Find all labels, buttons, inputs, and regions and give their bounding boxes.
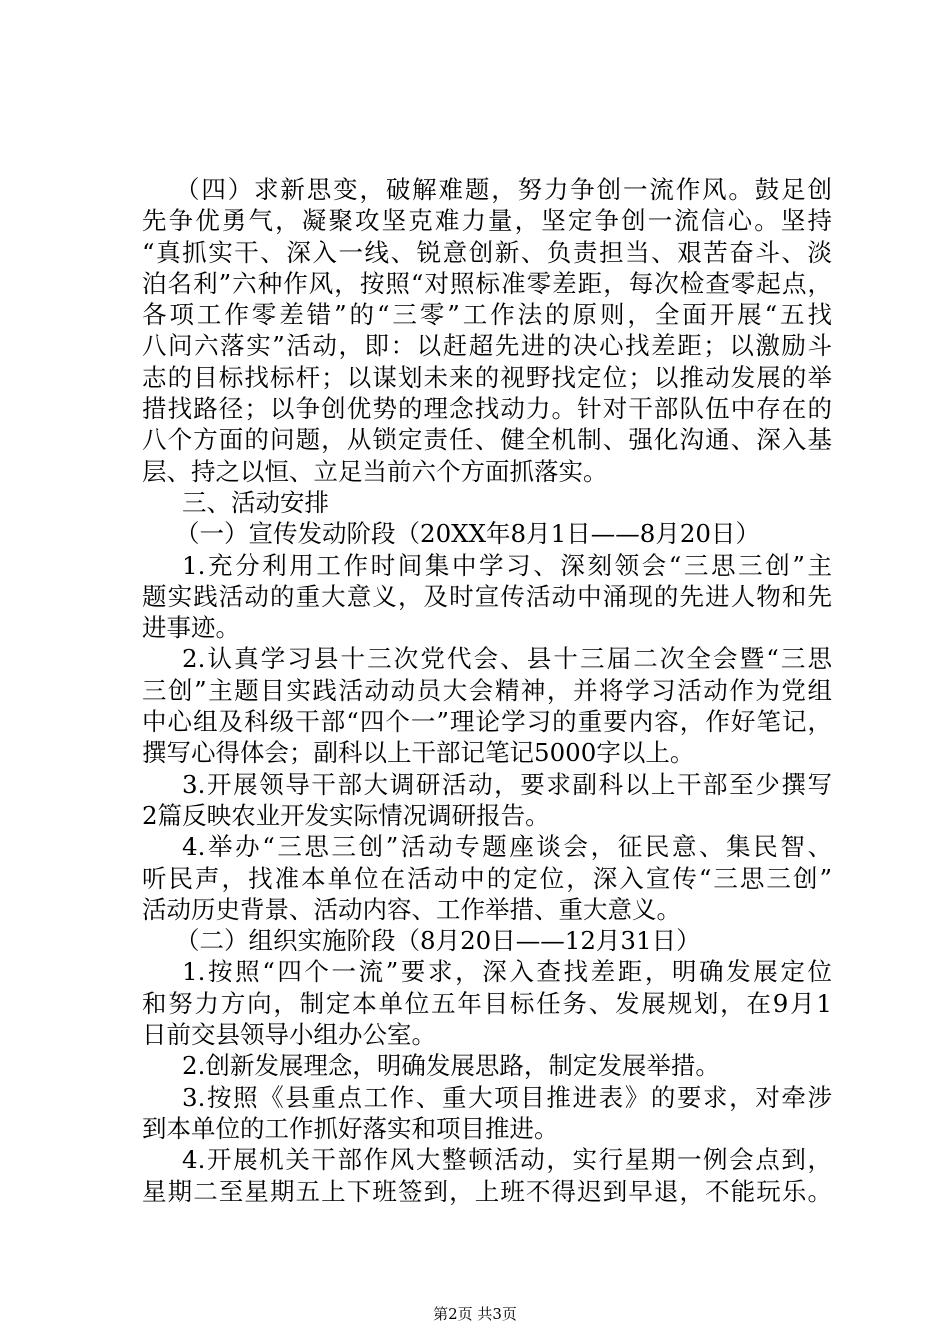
paragraph-line: 志的目标找标杆；以谋划未来的视野找定位；以推动发展的举 [142, 362, 832, 392]
paragraph-line: 各项工作零差错”的“三零”工作法的原则，全面开展“五找 [142, 300, 832, 330]
paragraph-line: 2.创新发展理念，明确发展思路，制定发展举措。 [182, 1051, 720, 1081]
document-body [142, 174, 832, 1207]
subsection-heading: （二）组织实施阶段（8月20日——12月31日） [175, 926, 701, 956]
paragraph-line: 八个方面的问题，从锁定责任、健全机制、强化沟通、深入基 [142, 425, 832, 455]
section-heading: 三、活动安排 [182, 487, 329, 517]
paragraph-line: 先争优勇气，凝聚攻坚克难力量，坚定争创一流信心。坚持 [142, 206, 832, 236]
paragraph-line: 中心组及科级干部“四个一”理论学习的重要内容，作好笔记， [142, 707, 832, 737]
paragraph-line: 到本单位的工作抓好落实和项目推进。 [142, 1113, 559, 1143]
paragraph-line: 三创”主题目实践活动动员大会精神，并将学习活动作为党组 [142, 675, 832, 705]
paragraph-line: 1.充分利用工作时间集中学习、深刻领会“三思三创”主 [182, 550, 832, 580]
paragraph-line: “真抓实干、深入一线、锐意创新、负责担当、艰苦奋斗、淡 [142, 237, 832, 267]
paragraph-line: 八问六落实”活动，即：以赶超先进的决心找差距；以激励斗 [142, 331, 832, 361]
paragraph-line: 和努力方向，制定本单位五年目标任务、发展规划，在9月1 [142, 988, 832, 1018]
paragraph-line: 听民声，找准本单位在活动中的定位，深入宣传“三思三创” [142, 863, 832, 893]
paragraph-line: 泊名利”六种作风，按照“对照标准零差距，每次检查零起点， [142, 268, 832, 298]
paragraph-line: 3.按照《县重点工作、重大项目推进表》的要求，对牵涉 [182, 1082, 832, 1112]
paragraph-line: 题实践活动的重大意义，及时宣传活动中涌现的先进人物和先 [142, 581, 832, 611]
subsection-heading: （一）宣传发动阶段（20XX年8月1日——8月20日） [175, 519, 760, 549]
page-number-footer: 第2页 共3页 [433, 1305, 517, 1323]
paragraph-line: 措找路径；以争创优势的理念找动力。针对干部队伍中存在的 [142, 394, 832, 424]
paragraph-line: 2.认真学习县十三次党代会、县十三届二次全会暨“三思 [182, 644, 832, 674]
paragraph-line: 4.开展机关干部作风大整顿活动，实行星期一例会点到， [182, 1145, 832, 1175]
paragraph-line: 日前交县领导小组办公室。 [142, 1020, 436, 1050]
paragraph-line: 层、持之以恒、立足当前六个方面抓落实。 [142, 456, 608, 486]
paragraph-line: 4.举办“三思三创”活动专题座谈会，征民意、集民智、 [182, 832, 832, 862]
paragraph-line: 2篇反映农业开发实际情况调研报告。 [142, 800, 550, 830]
paragraph-line: 3.开展领导干部大调研活动，要求副科以上干部至少撰写 [182, 769, 832, 799]
paragraph-line: 1.按照“四个一流”要求，深入查找差距，明确发展定位 [182, 957, 832, 987]
paragraph-line: （四）求新思变，破解难题，努力争创一流作风。鼓足创 [175, 175, 832, 204]
paragraph-line: 活动历史背景、活动内容、工作举措、重大意义。 [142, 894, 681, 924]
paragraph-line: 星期二至星期五上下班签到，上班不得迟到早退，不能玩乐。 [142, 1176, 832, 1206]
paragraph-line: 进事迹。 [142, 613, 240, 643]
paragraph-line: 撰写心得体会；副科以上干部记笔记5000字以上。 [142, 738, 695, 768]
